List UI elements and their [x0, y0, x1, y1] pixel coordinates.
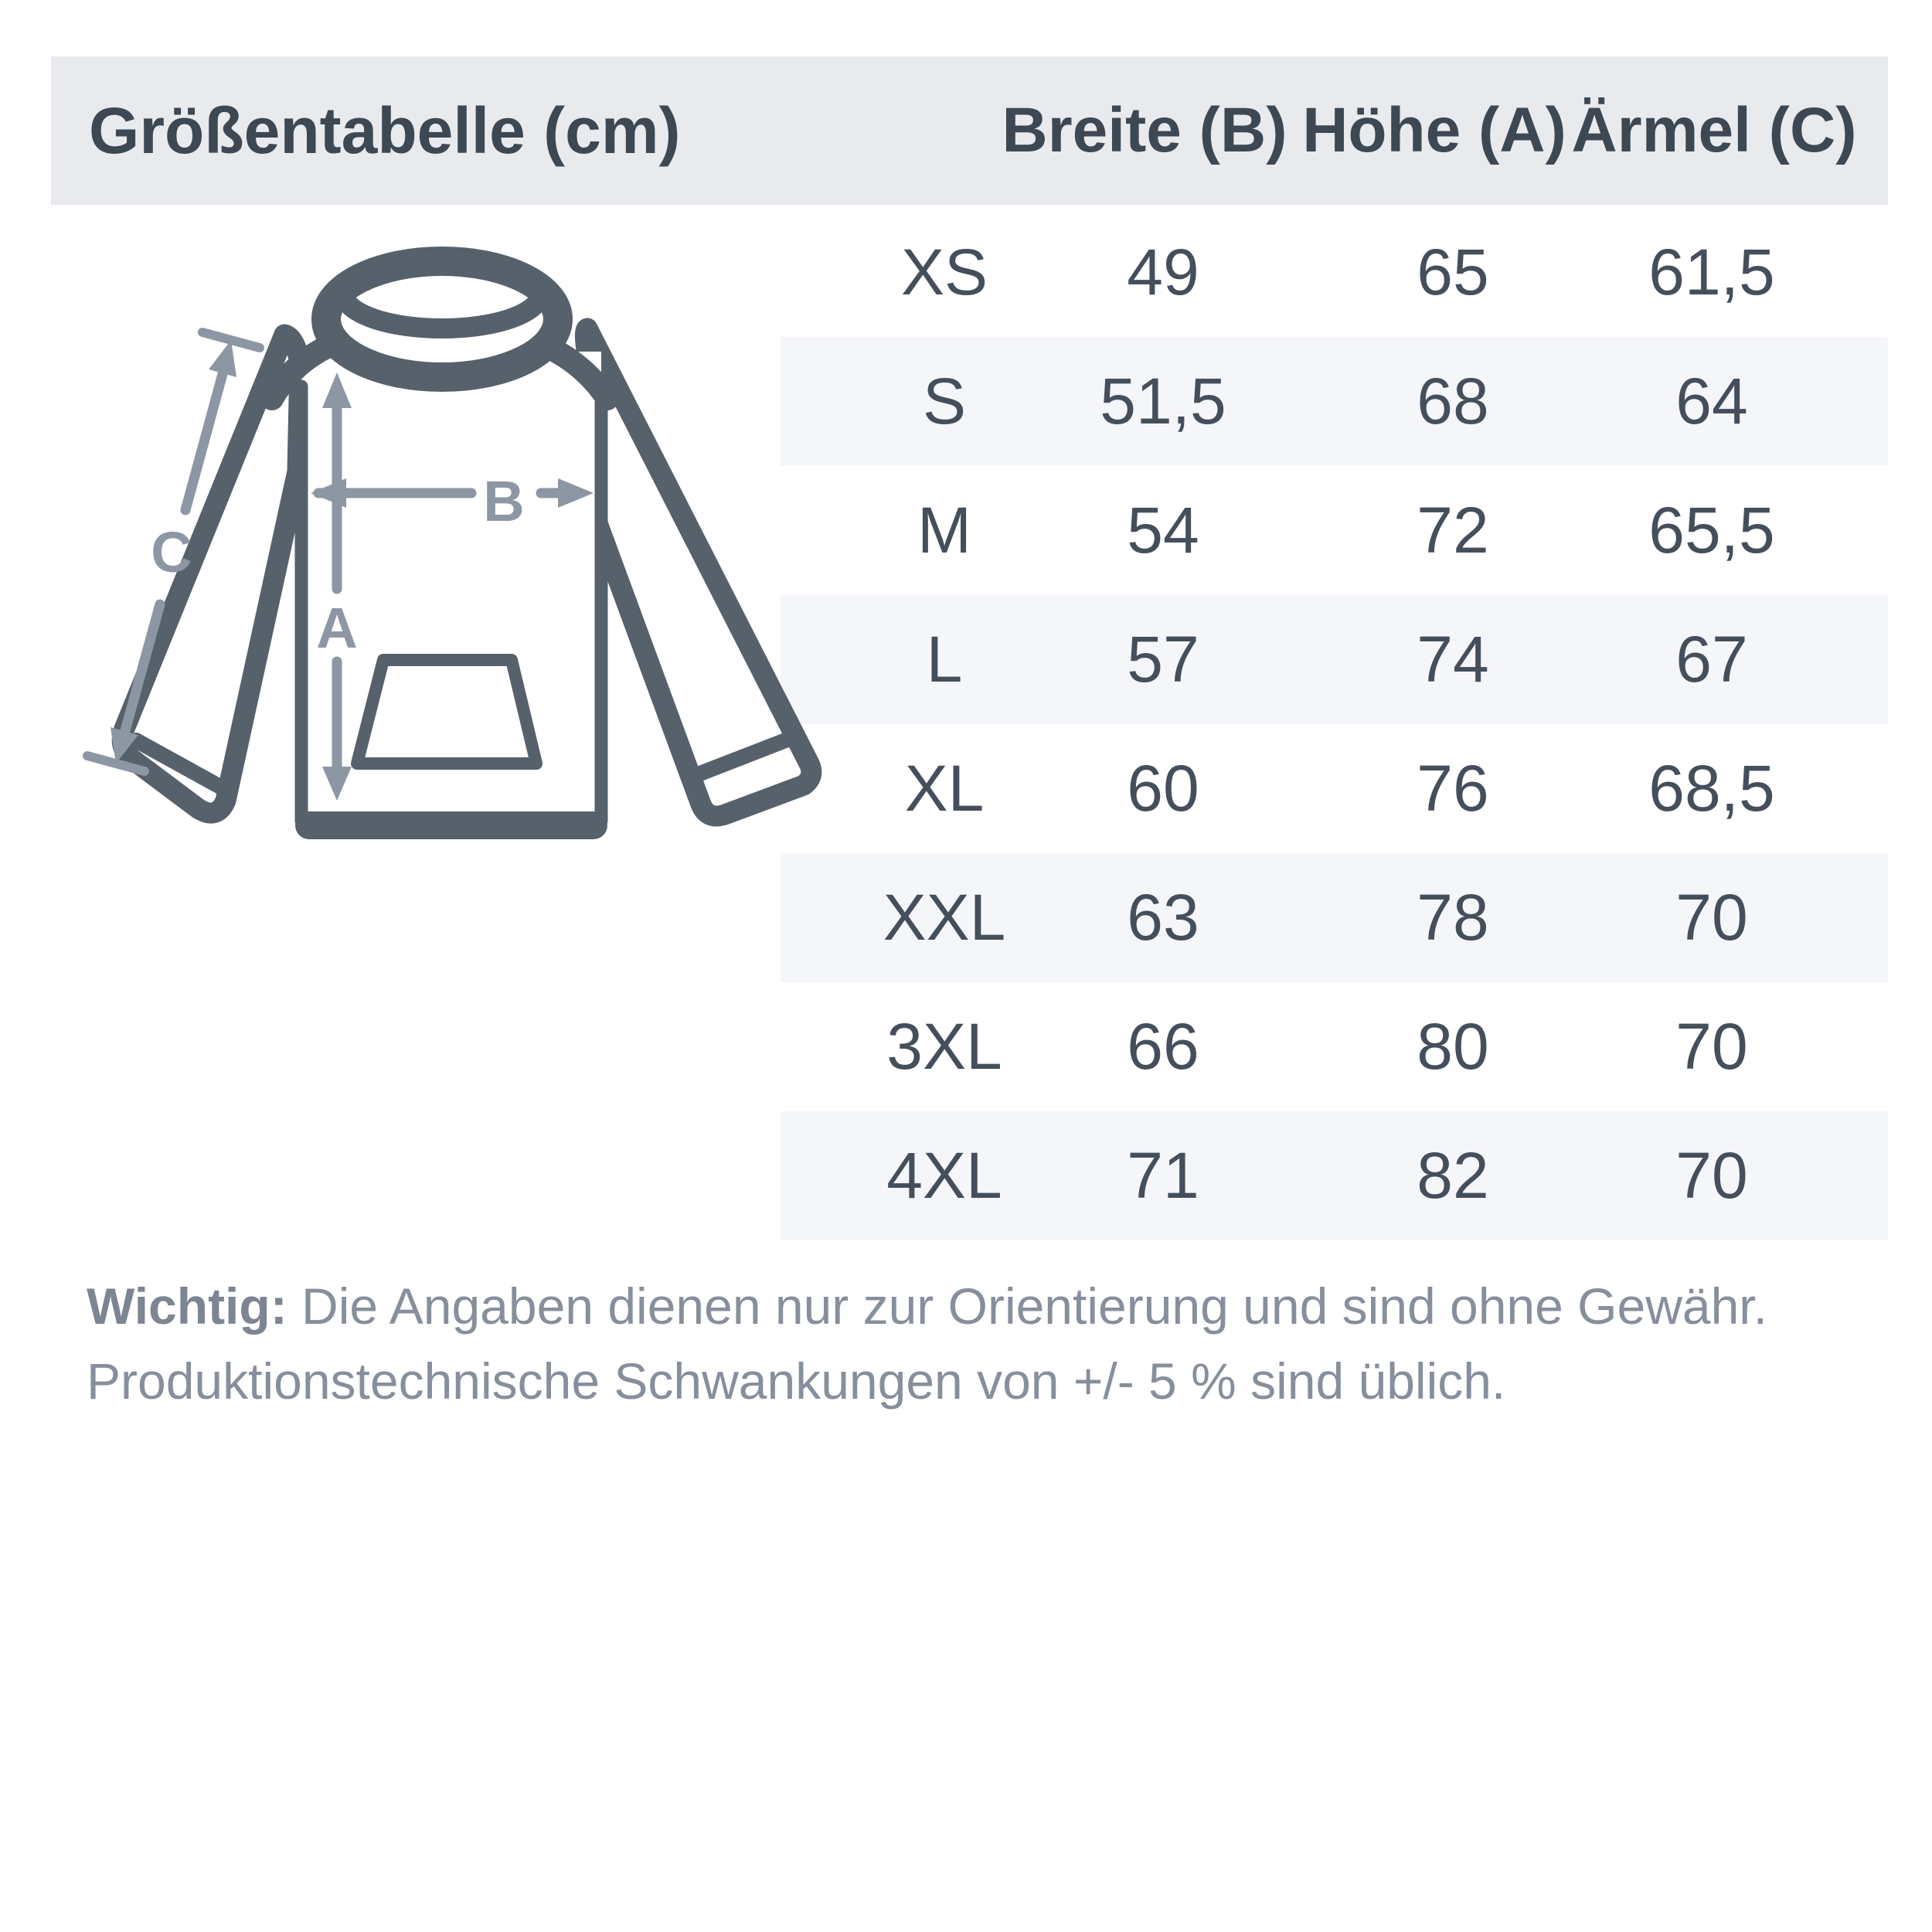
size-cell: M: [917, 494, 971, 566]
aermel-cell: 70: [1675, 1010, 1748, 1083]
size-cell: XL: [904, 752, 985, 825]
footer-line-2: Produktionstechnische Schwankungen von +/- 5 % sind üblich.: [87, 1352, 1506, 1410]
hoehe-cell: 80: [1417, 1010, 1489, 1083]
footer-important-label: Wichtig:: [87, 1277, 287, 1335]
breite-cell: 54: [1127, 494, 1199, 566]
hoehe-cell: 72: [1417, 494, 1489, 566]
aermel-cell: 68,5: [1648, 752, 1775, 825]
page-title: Größentabelle (cm): [89, 94, 681, 167]
footer-line-1-text: Die Angaben dienen nur zur Orientierung und sind ohne Gewähr.: [287, 1277, 1767, 1335]
breite-cell: 49: [1127, 236, 1199, 308]
right-sleeve: [585, 328, 811, 816]
breite-cell: 51,5: [1100, 365, 1226, 437]
aermel-cell: 61,5: [1648, 236, 1775, 308]
breite-cell: 66: [1127, 1010, 1199, 1083]
footer-line-1: [87, 1269, 1887, 1344]
footer-note: [87, 1269, 1887, 1419]
label-b: B: [483, 469, 525, 533]
size-cell: L: [926, 623, 963, 696]
aermel-cell: 65,5: [1648, 494, 1775, 566]
table-row: [781, 1111, 1888, 1240]
table-row: [781, 595, 1888, 724]
hoehe-cell: 68: [1417, 365, 1489, 437]
size-cell: S: [922, 365, 967, 437]
column-header-breite: Breite (B): [1002, 95, 1287, 165]
hoehe-cell: 74: [1417, 623, 1489, 696]
aermel-cell: 67: [1675, 623, 1748, 696]
size-cell: XS: [900, 236, 988, 308]
breite-cell: 60: [1127, 752, 1199, 825]
table-row: [0, 982, 1932, 1111]
label-c: C: [151, 520, 192, 584]
breite-cell: 63: [1127, 881, 1199, 954]
size-cell: 3XL: [886, 1010, 1002, 1083]
table-row: [781, 337, 1888, 466]
hood-outline: [326, 259, 558, 377]
column-header-hoehe: Höhe (A): [1302, 95, 1566, 165]
kangaroo-pocket: [357, 660, 536, 764]
aermel-cell: 64: [1675, 365, 1748, 437]
column-header-aermel: Ärmel (C): [1571, 95, 1857, 165]
hoehe-cell: 76: [1417, 752, 1489, 825]
hoehe-cell: 82: [1417, 1139, 1489, 1212]
aermel-cell: 70: [1675, 1139, 1748, 1212]
size-cell: XXL: [883, 881, 1006, 954]
aermel-cell: 70: [1675, 881, 1748, 954]
hoehe-cell: 78: [1417, 881, 1489, 954]
size-cell: 4XL: [886, 1139, 1002, 1212]
breite-cell: 71: [1127, 1139, 1199, 1212]
label-a: A: [316, 596, 358, 660]
hoodie-diagram: [70, 216, 835, 858]
breite-cell: 57: [1127, 623, 1199, 696]
hoehe-cell: 65: [1417, 236, 1489, 308]
table-row: [781, 853, 1888, 982]
